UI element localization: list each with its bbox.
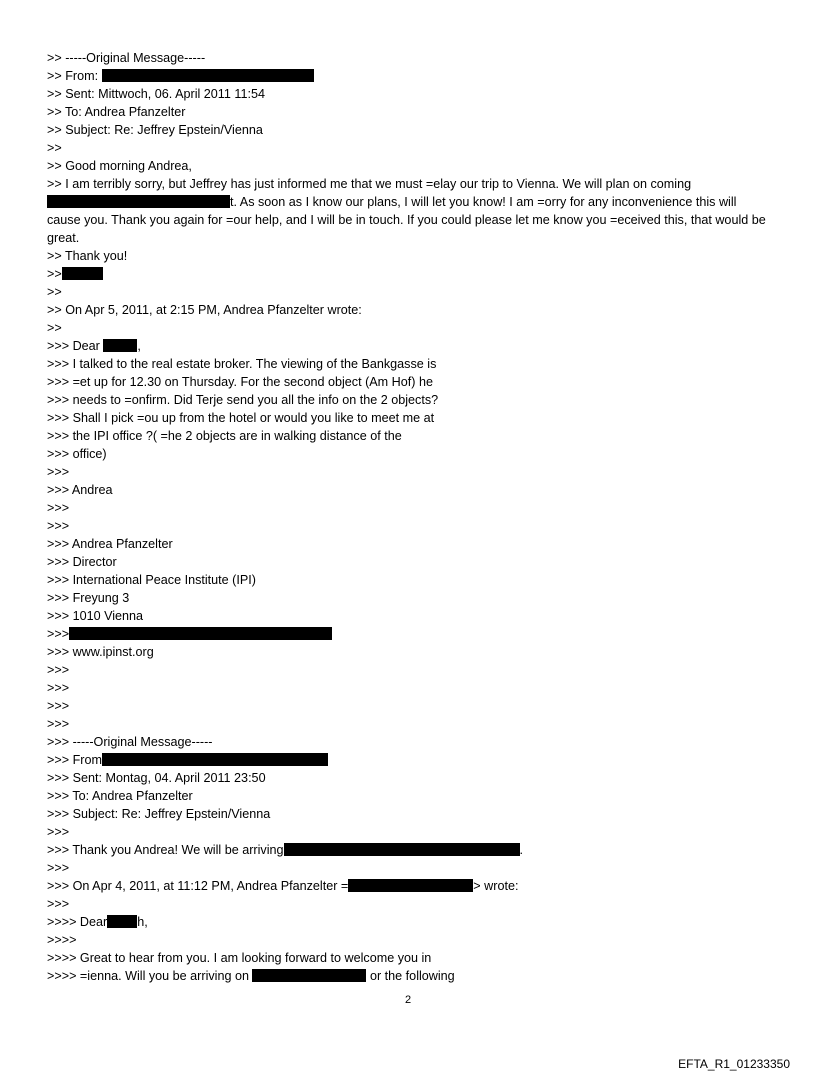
email-line: [47, 877, 769, 895]
email-line: [47, 265, 769, 283]
redaction-block: [252, 969, 366, 982]
line-text: >>> To: Andrea Pfanzelter: [47, 789, 193, 803]
line-text: >>: [47, 285, 62, 299]
line-text: >>>: [47, 627, 70, 641]
line-text: >> On Apr 5, 2011, at 2:15 PM, Andrea Pfanzelter wrote:: [47, 303, 362, 317]
line-text: >>> Director: [47, 555, 117, 569]
line-text: >>> office): [47, 447, 107, 461]
email-line: [47, 697, 769, 715]
redaction-block: [102, 753, 328, 766]
line-text-after: ,: [137, 339, 141, 353]
line-text: >>> International Peace Institute (IPI): [47, 573, 256, 587]
email-line: [47, 823, 769, 841]
line-text: >>>: [47, 717, 70, 731]
line-text: >> Subject: Re: Jeffrey Epstein/Vienna: [47, 123, 263, 137]
line-text: >>>> Dear: [47, 915, 108, 929]
email-line: [47, 949, 769, 967]
email-line: [47, 733, 769, 751]
redaction-block: [62, 267, 103, 280]
email-line: [47, 157, 769, 175]
line-text: >>>: [47, 897, 70, 911]
email-line: [47, 445, 769, 463]
document-id: EFTA_R1_01233350: [678, 1057, 790, 1071]
email-line: [47, 247, 769, 265]
email-line: [47, 103, 769, 121]
email-line: [47, 643, 769, 661]
email-line: [47, 625, 769, 643]
email-line: [47, 967, 769, 985]
line-text: >> To: Andrea Pfanzelter: [47, 105, 186, 119]
redaction-block: [284, 843, 520, 856]
line-text: >>>: [47, 681, 70, 695]
redaction-block: [103, 339, 137, 352]
line-text: >>> Dear: [47, 339, 104, 353]
line-text: >>>: [47, 465, 70, 479]
email-line: [47, 283, 769, 301]
email-line: [47, 769, 769, 787]
email-body: [47, 49, 769, 985]
line-text: >>>>: [47, 933, 77, 947]
email-line: [47, 679, 769, 697]
email-line: [47, 463, 769, 481]
line-text: >>>: [47, 663, 70, 677]
email-line: [47, 517, 769, 535]
line-text: >> Thank you!: [47, 249, 128, 263]
email-line: [47, 499, 769, 517]
line-text: >>> I talked to the real estate broker. The viewing of the Bankgasse is: [47, 357, 437, 371]
email-line: [47, 175, 769, 193]
line-text: >>> the IPI office ?( =he 2 objects are in walking distance of the: [47, 429, 402, 443]
line-text: >>>> =ienna. Will you be arriving on: [47, 969, 253, 983]
email-line: [47, 319, 769, 337]
redaction-block: [69, 627, 332, 640]
email-line: [47, 661, 769, 679]
redaction-block: [107, 915, 137, 928]
email-line: [47, 139, 769, 157]
email-line: [47, 913, 769, 931]
email-line: [47, 49, 769, 67]
line-text: >>>: [47, 519, 70, 533]
email-line: [47, 193, 769, 247]
line-text: >>> 1010 Vienna: [47, 609, 144, 623]
line-text: >>: [47, 267, 62, 281]
email-line: [47, 787, 769, 805]
line-text: >>> =et up for 12.30 on Thursday. For the second object (Am Hof) he: [47, 375, 433, 389]
line-text: >>: [47, 321, 62, 335]
email-line: [47, 553, 769, 571]
line-text-after: h,: [137, 915, 148, 929]
line-text: >>> Andrea Pfanzelter: [47, 537, 173, 551]
email-line: [47, 859, 769, 877]
line-text: >>> -----Original Message-----: [47, 735, 213, 749]
email-line: [47, 337, 769, 355]
page-number: 2: [404, 994, 412, 1006]
email-line: [47, 535, 769, 553]
redaction-block: [348, 879, 473, 892]
email-line: [47, 715, 769, 733]
line-text: >>>: [47, 861, 70, 875]
email-line: [47, 571, 769, 589]
email-line: [47, 409, 769, 427]
line-text: >>>> Great to hear from you. I am looking forward to welcome you in: [47, 951, 432, 965]
email-line: [47, 355, 769, 373]
email-line: [47, 391, 769, 409]
line-text: >> Sent: Mittwoch, 06. April 2011 11:54: [47, 87, 265, 101]
line-text: >>> Thank you Andrea! We will be arriving: [47, 843, 284, 857]
line-text-after: t. As soon as I know our plans, I will let you know! I am =orry for any inconvenience this will cause you. Thank you again for =our help, and I will be in touch. If you could please let me know you =eceived this, that would be great.: [47, 195, 766, 245]
line-text: >>> needs to =onfirm. Did Terje send you all the info on the 2 objects?: [47, 393, 439, 407]
line-text: >>: [47, 141, 62, 155]
line-text: >>> Freyung 3: [47, 591, 130, 605]
email-line: [47, 481, 769, 499]
line-text: >> Good morning Andrea,: [47, 159, 192, 173]
line-text-after: or the following: [366, 969, 455, 983]
email-line: [47, 841, 769, 859]
email-line: [47, 589, 769, 607]
email-line: [47, 751, 769, 769]
line-text: >>> Andrea: [47, 483, 113, 497]
email-line: [47, 805, 769, 823]
email-line: [47, 895, 769, 913]
line-text: >> I am terribly sorry, but Jeffrey has just informed me that we must =elay our trip to Vienna. We will plan on coming: [47, 177, 692, 191]
email-line: [47, 301, 769, 319]
line-text-after: .: [519, 843, 524, 857]
email-line: [47, 607, 769, 625]
line-text: >>> www.ipinst.org: [47, 645, 154, 659]
line-text: >>>: [47, 699, 70, 713]
email-line: [47, 931, 769, 949]
line-text: >>> Sent: Montag, 04. April 2011 23:50: [47, 771, 266, 785]
line-text: >>> From: [47, 753, 102, 767]
line-text: >>> Shall I pick =ou up from the hotel or would you like to meet me at: [47, 411, 435, 425]
email-line: [47, 67, 769, 85]
email-line: [47, 427, 769, 445]
line-text: >>> Subject: Re: Jeffrey Epstein/Vienna: [47, 807, 271, 821]
line-text: >>>: [47, 825, 70, 839]
line-text-after: > wrote:: [473, 879, 519, 893]
email-line: [47, 121, 769, 139]
line-text: >>>: [47, 501, 70, 515]
redaction-block: [47, 195, 230, 208]
email-line: [47, 85, 769, 103]
redaction-block: [102, 69, 314, 82]
line-text: >>> On Apr 4, 2011, at 11:12 PM, Andrea Pfanzelter =: [47, 879, 349, 893]
email-line: [47, 373, 769, 391]
line-text: >> -----Original Message-----: [47, 51, 206, 65]
line-text: >> From:: [47, 69, 102, 83]
